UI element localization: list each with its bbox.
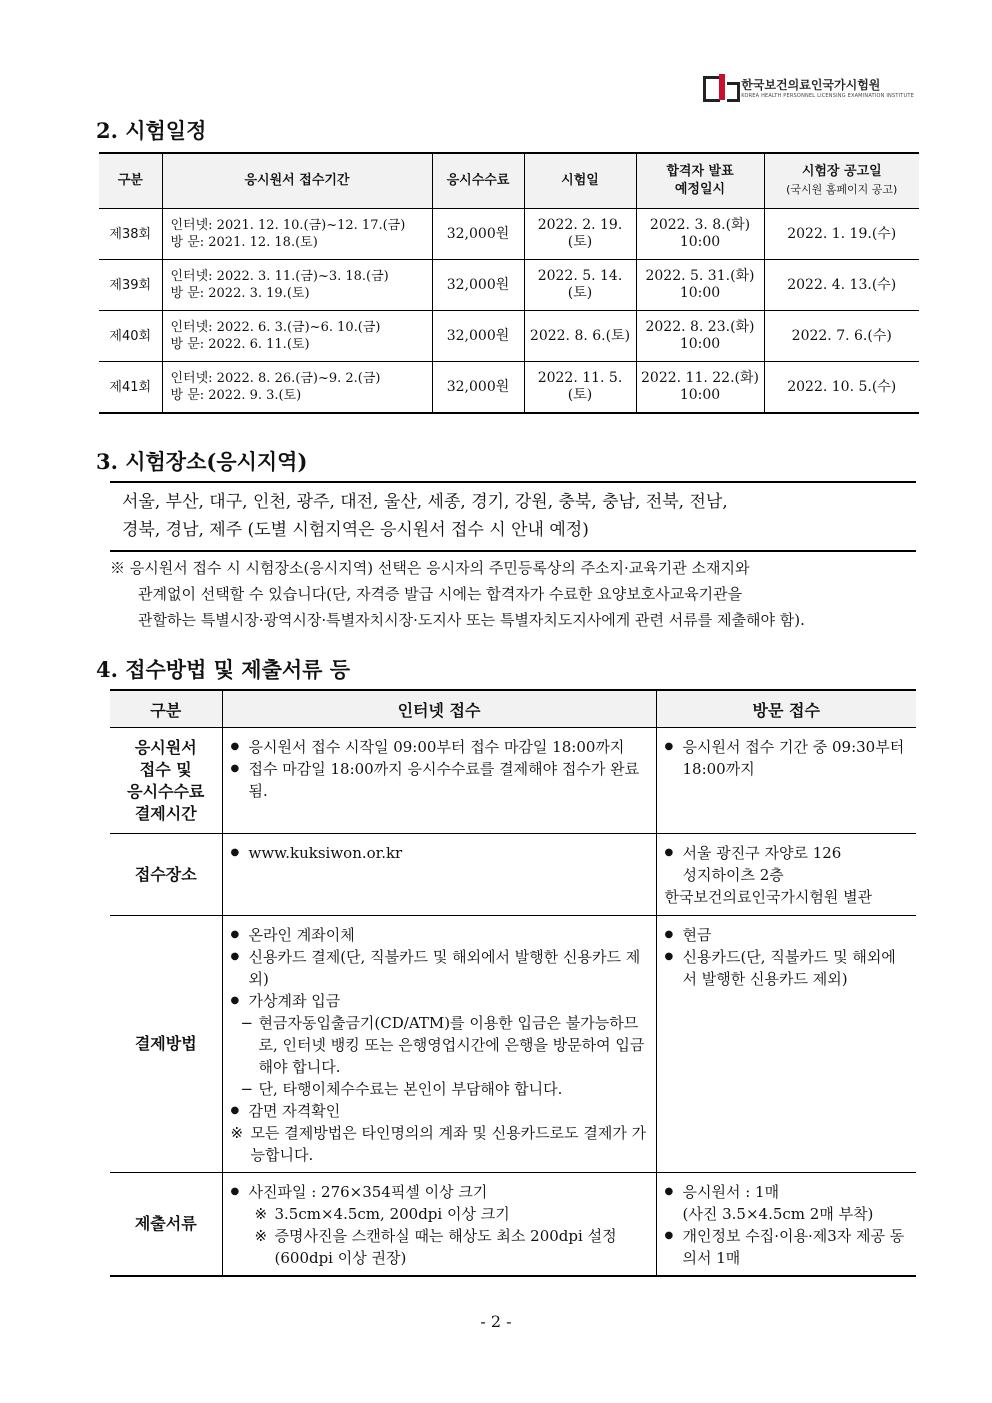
exam-regions-box bbox=[110, 481, 916, 552]
col-exam-date: 시험일 bbox=[524, 153, 636, 209]
table-row: 제41회 인터넷: 2022. 8. 26.(금)~9. 2.(금) 방 문: 2022. 9. 3.(토) 32,000원 2022. 11. 5.(토) 2022. 11. 22.(화) 10:00 2022. 10. 5.(수) bbox=[99, 362, 919, 414]
col-category: 구분 bbox=[110, 690, 222, 728]
table-row: 제40회 인터넷: 2022. 6. 3.(금)~6. 10.(금) 방 문: 2022. 6. 11.(토) 32,000원 2022. 8. 6.(토) 2022. 8. 23.(화) 10:00 2022. 7. 6.(수) bbox=[99, 311, 919, 362]
col-fee: 응시수수료 bbox=[432, 153, 524, 209]
section2-title: 2. 시험일정 bbox=[96, 118, 207, 143]
exam-schedule-table bbox=[99, 152, 919, 414]
schedule-header-row bbox=[99, 153, 919, 209]
section4-title: 4. 접수방법 및 제출서류 등 bbox=[96, 657, 351, 682]
logo-english-name: KOREA HEALTH PERSONNEL LICENSING EXAMINATION INSTITUTE bbox=[741, 92, 914, 99]
table-row: 제출서류 ● 사진파일 : 276×354픽셀 이상 크기 ※ 3.5cm×4.5cm, 200dpi 이상 크기 ※ 증명사진을 스캔하실 때는 해상도 최소 200dpi 설정(600dpi 이상 권장) ● 응시원서 : 1매 (사진 3.5×4.5cm 2매 부착) ● 개인정보 수집·이용·제3자 제공 동의서 1매 bbox=[110, 1173, 916, 1277]
website-url[interactable]: ● www.kuksiwon.or.kr bbox=[231, 842, 650, 864]
regions-line: 경북, 경남, 제주 (도별 시험지역은 응시원서 접수 시 안내 예정) bbox=[122, 520, 589, 540]
submission-header-row bbox=[110, 690, 916, 728]
table-row: 제38회 인터넷: 2021. 12. 10.(금)~12. 17.(금) 방 문: 2021. 12. 18.(토) 32,000원 2022. 2. 19.(토) 2022. 3. 8.(화) 10:00 2022. 1. 19.(수) bbox=[99, 209, 919, 260]
col-round: 구분 bbox=[99, 153, 162, 209]
submission-method-table bbox=[110, 689, 916, 1277]
table-row: 접수장소 ● www.kuksiwon.or.kr ● 서울 광진구 자양로 126 성지하이츠 2층 한국보건의료인국가시험원 별관 bbox=[110, 834, 916, 916]
table-row: 결제방법 ● 온라인 계좌이체 ● 신용카드 결제(단, 직불카드 및 해외에서 발행한 신용카드 제외) ● 가상계좌 입금 − 현금자동입출금기(CD/ATM)를 이용한 입금은 불가능하므로, 인터넷 뱅킹 또는 은행영업시간에 은행을 방문하여 입금해야 합니다. − 단, 타행이체수수료는 본인이 부담해야 합니다. ● 감면 자격확인 ※ 모든 결제방법은 타인명의의 계좌 및 신용카드로도 결제가 가능합니다. ● 현금 ● 신용카드(단, 직불카드 및 해외에서 발행한 신용카드 제외) bbox=[110, 916, 916, 1173]
col-visit: 방문 접수 bbox=[656, 690, 916, 728]
section3-title: 3. 시험장소(응시지역) bbox=[96, 449, 308, 474]
table-row: 응시원서 접수 및 응시수수료 결제시간 ● 응시원서 접수 시작일 09:00부터 접수 마감일 18:00까지 ● 접수 마감일 18:00까지 응시수수료를 결제해야 접수가 완료됨. ● 응시원서 접수 기간 중 09:30부터 18:00까지 bbox=[110, 728, 916, 834]
table-row: 제39회 인터넷: 2022. 3. 11.(금)~3. 18.(금) 방 문: 2022. 3. 19.(토) 32,000원 2022. 5. 14.(토) 2022. 5. 31.(화) 10:00 2022. 4. 13.(수) bbox=[99, 260, 919, 311]
regions-line: 서울, 부산, 대구, 인천, 광주, 대전, 울산, 세종, 경기, 강원, 충북, 충남, 전북, 전남, bbox=[122, 492, 728, 512]
page-number: - 2 - bbox=[480, 1312, 512, 1331]
col-result-date: 합격자 발표 예정일시 bbox=[636, 153, 764, 209]
kuksiwon-logo-icon bbox=[703, 72, 737, 102]
region-note: ※ 응시원서 접수 시 시험장소(응시지역) 선택은 응시자의 주민등록상의 주소지·교육기관 소재지와 관계없이 선택할 수 있습니다(단, 자격증 발급 시에는 합격자가 수료한 요양보호사교육기관을 관할하는 특별시장·광역시장·특별자치시장·도지사 또는 특별자치도지사에게 관련 서류를 제출해야 함). bbox=[110, 559, 805, 629]
institute-logo bbox=[703, 72, 914, 102]
col-internet: 인터넷 접수 bbox=[222, 690, 656, 728]
col-application-period: 응시원서 접수기간 bbox=[162, 153, 432, 209]
col-venue-notice: 시험장 공고일 (국시원 홈페이지 공고) bbox=[764, 153, 919, 209]
logo-korean-name: 한국보건의료인국가시험원 bbox=[741, 77, 881, 92]
